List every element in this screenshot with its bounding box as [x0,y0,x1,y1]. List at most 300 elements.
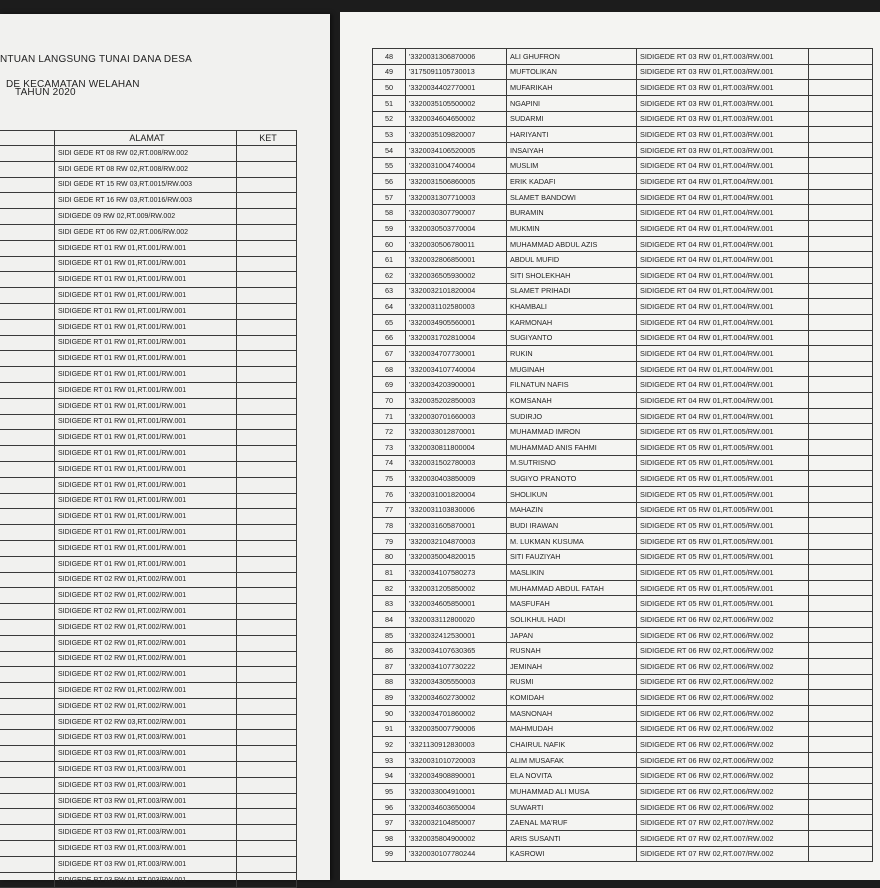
ket-cell [237,351,297,367]
table-row [0,698,297,714]
nik-cell: '3320035105500002 [406,95,507,111]
row-number-cell: 56 [373,174,406,190]
nama-cell: BUDI IRAWAN [507,518,637,534]
alamat-cell: SIDIGEDE RT 01 RW 01,RT.001/RW.001 [55,335,237,351]
alamat-cell: SIDIGEDE RT 04 RW 01,RT.004/RW.001 [637,236,809,252]
alamat-cell: SIDIGEDE RT 05 RW 01,RT.005/RW.001 [637,533,809,549]
left-recipient-table [0,130,297,888]
alamat-cell: SIDIGEDE RT 03 RW 01,RT.003/RW.001 [55,777,237,793]
ket-cell [809,643,873,659]
nama-cell: M.SUTRISNO [507,455,637,471]
row-number-cell: 65 [373,314,406,330]
table-row [0,335,297,351]
name-cell [0,288,55,304]
alamat-cell: SIDIGEDE RT 01 RW 01,RT.001/RW.001 [55,477,237,493]
row-number-cell: 82 [373,580,406,596]
name-cell [0,351,55,367]
ket-cell [809,299,873,315]
name-cell [0,841,55,857]
table-row [373,252,873,268]
table-row [373,189,873,205]
nama-cell: NGAPINI [507,95,637,111]
table-row [0,588,297,604]
ket-cell [809,127,873,143]
ket-cell [237,762,297,778]
table-row [373,518,873,534]
alamat-cell: SIDIGEDE RT 03 RW 01,RT.003/RW.001 [55,762,237,778]
row-number-cell: 63 [373,283,406,299]
name-cell [0,730,55,746]
ket-cell [809,314,873,330]
row-number-cell: 67 [373,346,406,362]
table-row [0,841,297,857]
nik-cell: '3320035004820015 [406,549,507,565]
ket-cell [237,414,297,430]
table-row [373,721,873,737]
alamat-cell: SIDIGEDE RT 06 RW 02,RT.006/RW.002 [637,612,809,628]
alamat-cell: SIDIGEDE RT 01 RW 01,RT.001/RW.001 [55,367,237,383]
ket-cell [809,330,873,346]
alamat-cell: SIDI GEDE RT 08 RW 02,RT.008/RW.002 [55,161,237,177]
nama-cell: ARIS SUSANTI [507,831,637,847]
nama-cell: KOMIDAH [507,690,637,706]
name-cell [0,382,55,398]
row-number-cell: 98 [373,831,406,847]
ket-cell [237,730,297,746]
table-row [0,619,297,635]
table-row [373,142,873,158]
table-row [0,146,297,162]
nik-cell: '3321130912830003 [406,737,507,753]
name-cell [0,446,55,462]
alamat-cell: SIDIGEDE RT 05 RW 01,RT.005/RW.001 [637,518,809,534]
alamat-header: ALAMAT [55,131,237,146]
ket-cell [809,768,873,784]
nik-cell: '3320031306870006 [406,49,507,65]
nik-cell: '3320030811800004 [406,440,507,456]
name-cell [0,146,55,162]
table-row [0,161,297,177]
name-cell [0,635,55,651]
table-row [373,236,873,252]
nik-cell: '3320033012870001 [406,424,507,440]
ket-cell [809,705,873,721]
alamat-cell: SIDIGEDE RT 02 RW 01,RT.002/RW.001 [55,651,237,667]
row-number-cell: 75 [373,471,406,487]
name-cell [0,667,55,683]
ket-cell [809,549,873,565]
alamat-cell: SIDIGEDE RT 06 RW 02,RT.006/RW.002 [637,627,809,643]
table-row [0,414,297,430]
alamat-cell: SIDIGEDE RT 01 RW 01,RT.001/RW.001 [55,303,237,319]
alamat-cell: SIDIGEDE RT 01 RW 01,RT.001/RW.001 [55,240,237,256]
table-row [0,272,297,288]
table-row [373,658,873,674]
ket-cell [237,382,297,398]
alamat-cell: SIDIGEDE RT 05 RW 01,RT.005/RW.001 [637,455,809,471]
ket-cell [809,690,873,706]
ket-cell [809,236,873,252]
alamat-cell: SIDIGEDE RT 04 RW 01,RT.004/RW.001 [637,314,809,330]
alamat-cell: SIDI GEDE RT 16 RW 03,RT.0016/RW.003 [55,193,237,209]
table-row [373,346,873,362]
table-row [373,549,873,565]
table-row [373,486,873,502]
alamat-cell: SIDIGEDE RT 06 RW 02,RT.006/RW.002 [637,721,809,737]
row-number-cell: 74 [373,455,406,471]
alamat-cell: SIDIGEDE RT 05 RW 01,RT.005/RW.001 [637,549,809,565]
row-number-cell: 90 [373,705,406,721]
alamat-cell: SIDIGEDE RT 03 RW 01,RT.003/RW.001 [55,746,237,762]
alamat-cell: SIDIGEDE RT 02 RW 01,RT.002/RW.001 [55,619,237,635]
alamat-cell: SIDIGEDE RT 04 RW 01,RT.004/RW.001 [637,252,809,268]
nik-cell: '3320034604650002 [406,111,507,127]
nik-cell: '3320032104850007 [406,815,507,831]
name-cell [0,335,55,351]
table-row [0,509,297,525]
alamat-cell: SIDIGEDE RT 03 RW 01,RT.003/RW.001 [637,49,809,65]
nik-cell: '3320034203900001 [406,377,507,393]
nik-cell: '3320034908890001 [406,768,507,784]
alamat-cell: SIDIGEDE RT 04 RW 01,RT.004/RW.001 [637,189,809,205]
alamat-cell: SIDIGEDE RT 07 RW 02,RT.007/RW.002 [637,831,809,847]
ket-cell [237,446,297,462]
name-cell [0,856,55,872]
row-number-cell: 73 [373,440,406,456]
name-cell [0,161,55,177]
ket-cell [809,142,873,158]
nik-cell: '3320034305550003 [406,674,507,690]
alamat-cell: SIDIGEDE RT 05 RW 01,RT.005/RW.001 [637,502,809,518]
left-document-page [0,14,330,884]
ket-cell [237,825,297,841]
row-number-cell: 60 [373,236,406,252]
row-number-cell: 78 [373,518,406,534]
nama-cell: KHAMBALI [507,299,637,315]
row-number-cell: 86 [373,643,406,659]
table-row [0,209,297,225]
name-cell [0,777,55,793]
ket-cell [809,502,873,518]
nama-cell: ALI GHUFRON [507,49,637,65]
ket-cell [809,221,873,237]
table-row [0,856,297,872]
nik-cell: '3320031502780003 [406,455,507,471]
table-row [373,267,873,283]
alamat-cell: SIDIGEDE RT 02 RW 01,RT.002/RW.001 [55,667,237,683]
ket-cell [237,319,297,335]
ket-cell [237,461,297,477]
table-row [373,752,873,768]
nama-cell: ABDUL MUFID [507,252,637,268]
alamat-cell: SIDIGEDE RT 04 RW 01,RT.004/RW.001 [637,174,809,190]
table-row [373,737,873,753]
nik-cell: '3320032806850001 [406,252,507,268]
row-number-cell: 59 [373,221,406,237]
ket-cell [237,714,297,730]
alamat-cell: SIDIGEDE RT 06 RW 02,RT.006/RW.002 [637,784,809,800]
nama-cell: KASROWI [507,846,637,862]
row-number-cell: 71 [373,408,406,424]
nik-cell: '3320031004740004 [406,158,507,174]
nama-cell: MASFUFAH [507,596,637,612]
nama-cell: SLAMET BANDOWI [507,189,637,205]
nama-cell: BURAMIN [507,205,637,221]
name-cell [0,398,55,414]
row-number-cell: 85 [373,627,406,643]
table-row [0,240,297,256]
table-row [373,377,873,393]
alamat-cell: SIDIGEDE RT 02 RW 01,RT.002/RW.001 [55,635,237,651]
alamat-cell: SIDIGEDE RT 03 RW 01,RT.003/RW.001 [637,111,809,127]
ket-cell [809,658,873,674]
nama-cell: MUFARIKAH [507,80,637,96]
table-row [373,596,873,612]
row-number-cell: 83 [373,596,406,612]
ket-cell [809,815,873,831]
alamat-cell: SIDIGEDE RT 01 RW 01,RT.001/RW.001 [55,414,237,430]
table-row [373,580,873,596]
name-cell [0,256,55,272]
name-cell [0,698,55,714]
ket-cell [237,572,297,588]
nama-cell: MUHAMMAD ABDUL AZIS [507,236,637,252]
alamat-cell: SIDIGEDE RT 01 RW 01,RT.001/RW.001 [55,461,237,477]
name-cell [0,714,55,730]
ket-cell [809,612,873,628]
nama-cell: SUDARMI [507,111,637,127]
alamat-cell: SIDIGEDE RT 06 RW 02,RT.006/RW.002 [637,690,809,706]
row-number-cell: 84 [373,612,406,628]
ket-cell [237,604,297,620]
row-number-cell: 48 [373,49,406,65]
nama-cell: MUHAMMAD ABDUL FATAH [507,580,637,596]
ket-cell [237,777,297,793]
nama-cell: ALIM MUSAFAK [507,752,637,768]
table-row [0,762,297,778]
nik-cell: '3320031103830006 [406,502,507,518]
name-cell [0,525,55,541]
ket-cell [237,161,297,177]
nik-cell: '3320034106520005 [406,142,507,158]
nik-cell: '3320034701860002 [406,705,507,721]
ket-cell [237,430,297,446]
name-cell [0,683,55,699]
row-number-cell: 54 [373,142,406,158]
nik-cell: '3320030107780244 [406,846,507,862]
nik-cell: '3320035804900002 [406,831,507,847]
ket-cell [237,683,297,699]
ket-cell [237,667,297,683]
ket-cell [237,509,297,525]
ket-cell [809,518,873,534]
table-row [0,351,297,367]
table-row [0,872,297,888]
row-number-cell: 49 [373,64,406,80]
alamat-cell: SIDIGEDE RT 04 RW 01,RT.004/RW.001 [637,267,809,283]
alamat-cell: SIDIGEDE RT 03 RW 01,RT.003/RW.001 [55,825,237,841]
alamat-cell: SIDIGEDE RT 05 RW 01,RT.005/RW.001 [637,580,809,596]
alamat-cell: SIDIGEDE RT 04 RW 01,RT.004/RW.001 [637,393,809,409]
nama-cell: MUHAMMAD IMRON [507,424,637,440]
alamat-cell: SIDIGEDE RT 07 RW 02,RT.007/RW.002 [637,846,809,862]
nik-cell: '3320031010720003 [406,752,507,768]
table-row [0,288,297,304]
alamat-cell: SIDIGEDE RT 05 RW 01,RT.005/RW.001 [637,565,809,581]
alamat-cell: SIDIGEDE RT 06 RW 02,RT.006/RW.002 [637,674,809,690]
nama-cell: RUSNAH [507,643,637,659]
table-row [0,256,297,272]
row-number-cell: 70 [373,393,406,409]
nik-cell: '3320034107730222 [406,658,507,674]
table-row [0,382,297,398]
alamat-cell: SIDIGEDE RT 03 RW 01,RT.003/RW.001 [637,142,809,158]
nik-cell: '3320032101820004 [406,283,507,299]
table-row [0,809,297,825]
alamat-cell: SIDIGEDE RT 04 RW 01,RT.004/RW.001 [637,283,809,299]
table-row [373,674,873,690]
table-row [0,193,297,209]
ket-cell [809,205,873,221]
row-number-cell: 89 [373,690,406,706]
ket-cell [809,737,873,753]
table-row [0,572,297,588]
alamat-cell: SIDIGEDE RT 03 RW 01,RT.003/RW.001 [55,730,237,746]
table-row [373,49,873,65]
table-row [373,174,873,190]
alamat-cell: SIDIGEDE 09 RW 02,RT.009/RW.002 [55,209,237,225]
alamat-cell: SIDIGEDE RT 03 RW 01,RT.003/RW.001 [637,80,809,96]
row-number-cell: 68 [373,361,406,377]
nama-cell: MAHAZIN [507,502,637,518]
ket-cell [809,174,873,190]
ket-cell [237,288,297,304]
ket-cell [237,209,297,225]
nama-cell: ELA NOVITA [507,768,637,784]
alamat-cell: SIDI GEDE RT 15 RW 03,RT.0015/RW.003 [55,177,237,193]
ket-cell [237,525,297,541]
alamat-cell: SIDIGEDE RT 01 RW 01,RT.001/RW.001 [55,509,237,525]
nama-cell: MUHAMMAD ALI MUSA [507,784,637,800]
name-cell [0,461,55,477]
nama-cell: HARIYANTI [507,127,637,143]
alamat-cell: SIDIGEDE RT 02 RW 01,RT.002/RW.001 [55,698,237,714]
alamat-cell: SIDIGEDE RT 03 RW 01,RT.003/RW.001 [55,856,237,872]
nama-cell: SITI SHOLEKHAH [507,267,637,283]
nik-cell: '3320030307790007 [406,205,507,221]
row-number-cell: 96 [373,799,406,815]
ket-cell [809,111,873,127]
table-row [373,299,873,315]
name-cell [0,209,55,225]
table-row [0,224,297,240]
name-cell [0,414,55,430]
table-row [373,424,873,440]
table-row [373,612,873,628]
nama-cell: SUWARTI [507,799,637,815]
nik-cell: '3320034603650004 [406,799,507,815]
row-number-cell: 53 [373,127,406,143]
table-row [373,221,873,237]
nama-cell: SUGIYO PRANOTO [507,471,637,487]
row-number-cell: 88 [373,674,406,690]
ket-cell [237,635,297,651]
alamat-cell: SIDIGEDE RT 06 RW 02,RT.006/RW.002 [637,752,809,768]
ket-cell [237,872,297,888]
alamat-cell: SIDIGEDE RT 04 RW 01,RT.004/RW.001 [637,408,809,424]
ket-cell [237,193,297,209]
left-col-name-header [0,131,55,146]
alamat-cell: SIDIGEDE RT 06 RW 02,RT.006/RW.002 [637,799,809,815]
nik-cell: '3320030701660003 [406,408,507,424]
nama-cell: SLAMET PRIHADI [507,283,637,299]
alamat-cell: SIDIGEDE RT 06 RW 02,RT.006/RW.002 [637,705,809,721]
name-cell [0,319,55,335]
alamat-cell: SIDIGEDE RT 02 RW 01,RT.002/RW.001 [55,588,237,604]
name-cell [0,809,55,825]
nik-cell: '3320034707730001 [406,346,507,362]
alamat-cell: SIDIGEDE RT 05 RW 01,RT.005/RW.001 [637,486,809,502]
name-cell [0,651,55,667]
alamat-cell: SIDIGEDE RT 02 RW 01,RT.002/RW.001 [55,683,237,699]
ket-cell [237,556,297,572]
row-number-cell: 93 [373,752,406,768]
alamat-cell: SIDIGEDE RT 05 RW 01,RT.005/RW.001 [637,424,809,440]
ket-cell [237,809,297,825]
alamat-cell: SIDIGEDE RT 03 RW 01,RT.003/RW.001 [637,64,809,80]
table-row [0,525,297,541]
table-row [0,604,297,620]
table-row [0,793,297,809]
alamat-cell: SIDIGEDE RT 01 RW 01,RT.001/RW.001 [55,256,237,272]
row-number-cell: 79 [373,533,406,549]
nik-cell: '3320031205850002 [406,580,507,596]
nik-cell: '3320034402770001 [406,80,507,96]
nama-cell: MUFTOLIKAN [507,64,637,80]
alamat-cell: SIDIGEDE RT 01 RW 01,RT.001/RW.001 [55,525,237,541]
alamat-cell: SIDIGEDE RT 01 RW 01,RT.001/RW.001 [55,430,237,446]
nik-cell: '3320031605870001 [406,518,507,534]
ket-cell [237,398,297,414]
table-row [0,461,297,477]
row-number-cell: 55 [373,158,406,174]
name-cell [0,367,55,383]
doc-title-line-3: TAHUN 2020 [15,87,76,98]
table-row [0,177,297,193]
alamat-cell: SIDIGEDE RT 04 RW 01,RT.004/RW.001 [637,205,809,221]
ket-cell [809,799,873,815]
ket-cell [237,224,297,240]
nik-cell: '3320032412530001 [406,627,507,643]
row-number-cell: 99 [373,846,406,862]
nik-cell: '3175091105730013 [406,64,507,80]
alamat-cell: SIDIGEDE RT 04 RW 01,RT.004/RW.001 [637,330,809,346]
table-row [0,493,297,509]
nama-cell: INSAIYAH [507,142,637,158]
ket-cell [237,493,297,509]
alamat-cell: SIDIGEDE RT 01 RW 01,RT.001/RW.001 [55,493,237,509]
ket-cell [237,272,297,288]
ket-cell [809,565,873,581]
table-row [373,502,873,518]
ket-cell [237,651,297,667]
table-row [373,361,873,377]
nama-cell: RUSMI [507,674,637,690]
ket-cell [809,424,873,440]
table-row [0,319,297,335]
ket-cell [237,240,297,256]
ket-cell [809,283,873,299]
